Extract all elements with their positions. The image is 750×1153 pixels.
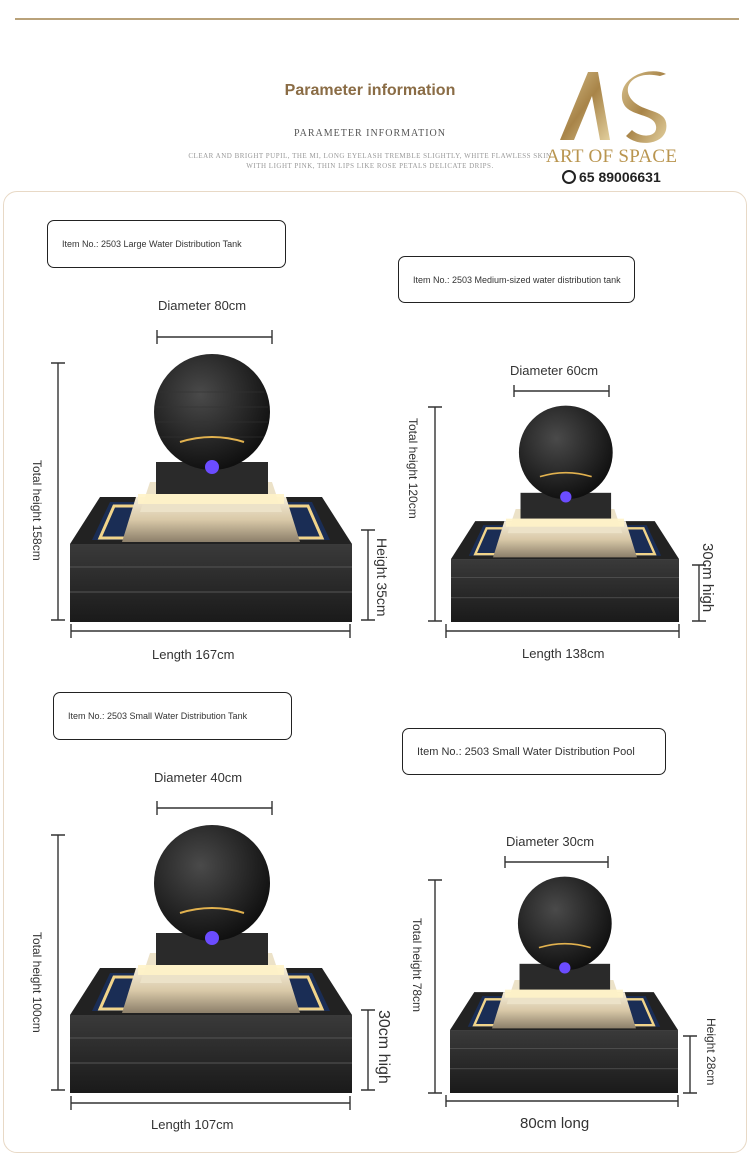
- item-text: Item No.: 2503 Small Water Distribution Tank: [68, 711, 248, 721]
- diameter-label-large: Diameter 80cm: [158, 298, 247, 313]
- length-label-small-pool: 80cm long: [520, 1115, 590, 1132]
- total-height-label-small-pool: Total height 78cm: [410, 918, 424, 1013]
- total-height-label-small-tank: Total height 100cm: [30, 932, 44, 1033]
- tagline-line-2: WITH LIGHT PINK, THIN LIPS LIKE ROSE PETALS DELICATE DRIPS.: [246, 162, 494, 170]
- total-height-label-medium: Total height 120cm: [406, 418, 420, 519]
- fountain-medium-image: [451, 404, 679, 622]
- page-title: Parameter information: [284, 82, 456, 99]
- item-text: Item No.: 2503 Small Water Distribution Pool: [417, 745, 635, 758]
- diameter-label-medium: Diameter 60cm: [510, 363, 599, 378]
- length-label-large: Length 167cm: [152, 647, 235, 662]
- total-height-label-large: Total height 158cm: [30, 460, 44, 561]
- length-label-medium: Length 138cm: [522, 646, 605, 661]
- fountain-small-tank-image: [70, 823, 352, 1093]
- diameter-label-small-pool: Diameter 30cm: [506, 834, 595, 849]
- base-height-label-large: Height 35cm: [374, 538, 390, 617]
- diameter-label-small-tank: Diameter 40cm: [154, 770, 243, 785]
- item-text: Item No.: 2503 Medium-sized water distribution tank: [413, 274, 621, 285]
- base-height-label-small-tank: 30cm high: [375, 1010, 392, 1084]
- phone-number: 65 89006631: [579, 169, 661, 185]
- length-label-small-tank: Length 107cm: [151, 1117, 234, 1132]
- fountain-small-pool-image: [450, 875, 678, 1093]
- item-text: Item No.: 2503 Large Water Distribution Tank: [62, 239, 242, 249]
- page-subtitle: PARAMETER INFORMATION: [293, 128, 447, 139]
- base-height-label-medium: 30cm high: [699, 543, 716, 613]
- brand-name: ART OF SPACE: [546, 146, 678, 167]
- tagline-line-1: CLEAR AND BRIGHT PUPIL, THE MI, LONG EYELASH TREMBLE SLIGHTLY, WHITE FLAWLESS SKIN: [188, 152, 552, 160]
- base-height-label-small-pool: Height 28cm: [704, 1018, 718, 1086]
- fountain-large-image: [70, 352, 352, 622]
